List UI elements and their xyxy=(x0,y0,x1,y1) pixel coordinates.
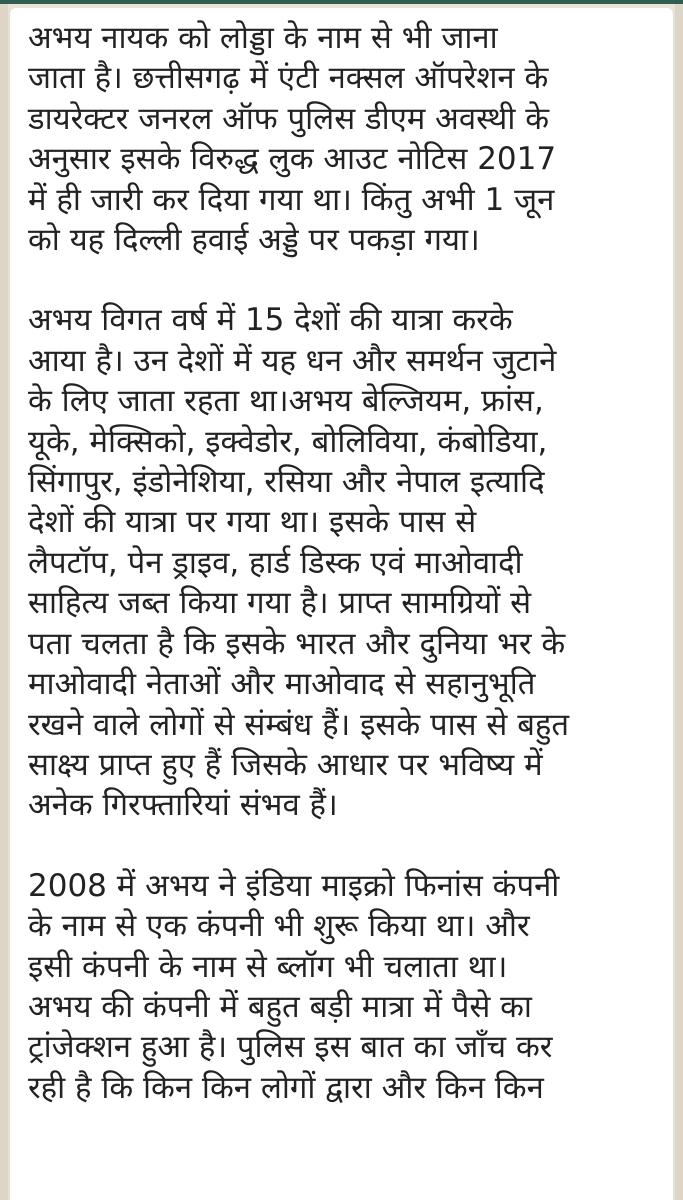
message-paragraph-2: अभय विगत वर्ष में 15 देशों की यात्रा करके आया है। उन देशों में यह धन और समर्थन जुटाने के लिए जाता रहता था।अभय बेल्जियम, फ्रांस, यूके, मेक्सिको, इक्वेडोर, बोलिविया, कंबोडिया, सिंगापुर, इंडोनेशिया, रसिया और नेपाल इत्यादि देशों की यात्रा पर गया था। इसके पास से लैपटॉप, पेन ड्राइव, हार्ड डिस्क एवं माओवादी साहित्य जब्त किया गया है। प्राप्त सामग्रियों से पता चलता है कि इसके भारत और दुनिया भर के माओवादी नेताओं और माओवाद से सहानुभूति रखने वाले लोगों से संम्बंध हैं। इसके पास से बहुत साक्ष्य प्राप्त हुए हैं जिसके आधार पर भविष्य में अनेक गिरफ्तारियां संभव हैं। xyxy=(28,302,570,824)
message-paragraph-1: अभय नायक को लोड्डा के नाम से भी जाना जाता है। छत्तीसगढ़ में एंटी नक्सल ऑपरेशन के डायरेक्टर जनरल ऑफ पुलिस डीएम अवस्थी के अनुसार इसके विरुद्ध लुक आउट नोटिस 2017 में ही जारी कर दिया गया था। किंतु अभी 1 जून को यह दिल्ली हवाई अड्डे पर पकड़ा गया। xyxy=(28,20,557,259)
message-paragraph-3: 2008 में अभय ने इंडिया माइक्रो फिनांस कंपनी के नाम से एक कंपनी भी शुरू किया था। और इसी कंपनी के नाम से ब्लॉग भी चलाता था। अभय की कंपनी में बहुत बड़ी मात्रा में पैसे का ट्रांजेक्शन हुआ है। पुलिस इस बात का जाँच कर रही है कि किन किन लोगों द्वारा और किन किन xyxy=(28,867,560,1106)
message-text xyxy=(28,18,668,1148)
message-bubble[interactable] xyxy=(10,8,673,1200)
chat-background-left-edge xyxy=(0,4,8,1200)
chat-background-right-edge xyxy=(675,4,683,1200)
